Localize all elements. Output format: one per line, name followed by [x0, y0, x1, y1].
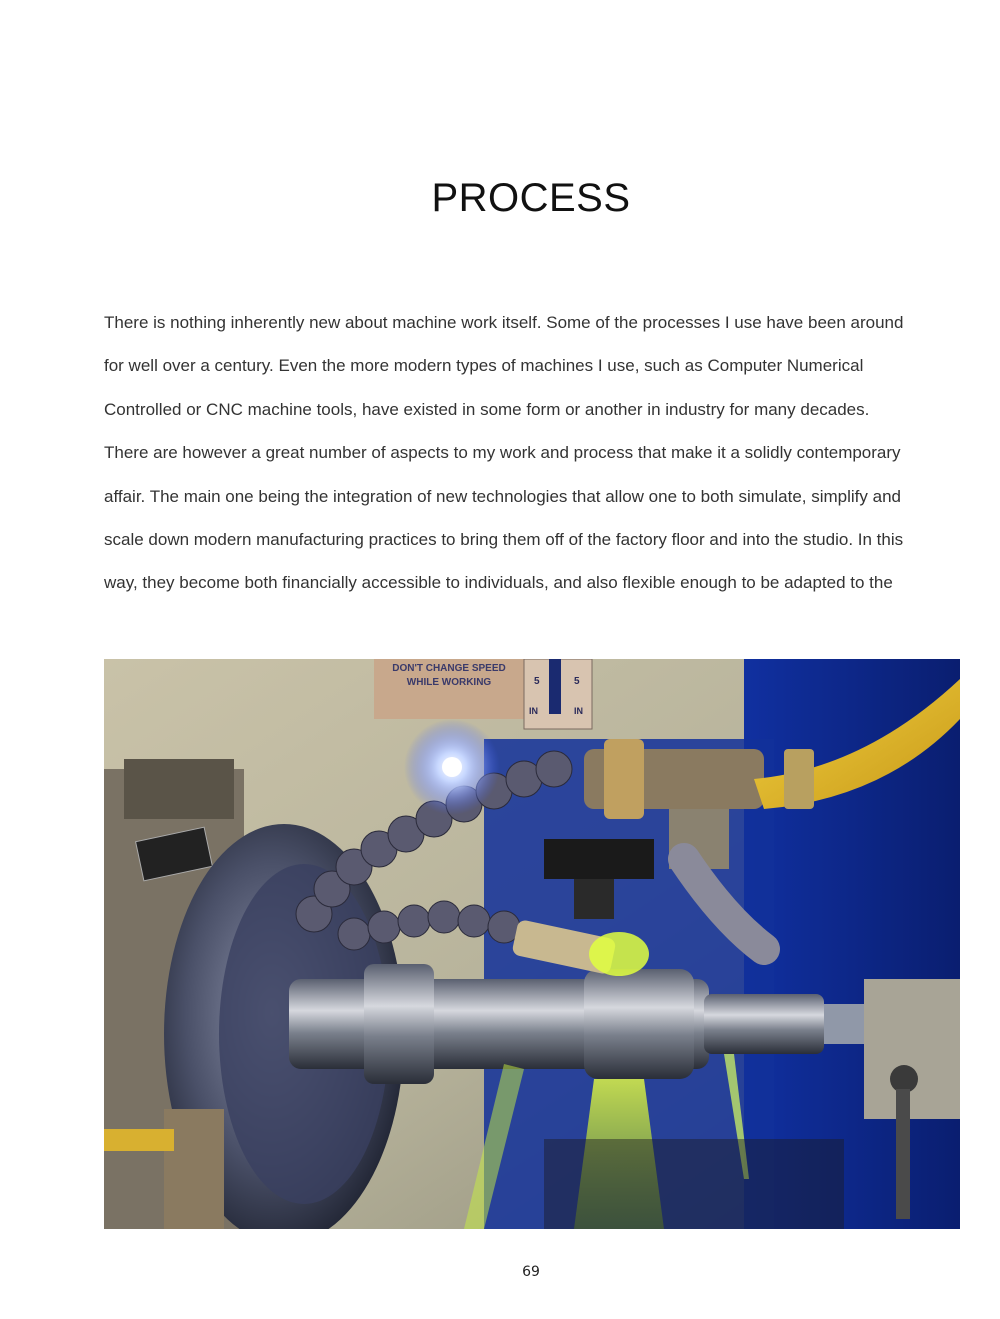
page-title: PROCESS — [431, 176, 631, 220]
body-line: There is nothing inherently new about machine work itself. Some of the processes I use have been around — [104, 313, 904, 332]
body-paragraph — [104, 306, 974, 610]
body-line: affair. The main one being the integration of new technologies that allow one to both simulate, simplify and — [104, 486, 901, 506]
machining-photo — [104, 659, 960, 1229]
body-line: There are however a great number of aspects to my work and process that make it a solidly contemporary — [104, 443, 901, 463]
gauge-left-unit: IN — [529, 706, 538, 716]
sign-text-2: WHILE WORKING — [406, 677, 492, 688]
body-line: scale down modern manufacturing practices to bring them off of the factory floor and into the studio. In this — [104, 529, 904, 549]
gauge-left-number: 5 — [534, 676, 540, 687]
body-line: Controlled or CNC machine tools, have existed in some form or another in industry for many decades. — [104, 399, 870, 419]
body-line: way, they become both financially accessible to individuals, and also flexible enough to be adapted to the — [104, 573, 893, 593]
body-line: for well over a century. Even the more modern types of machines I use, such as Computer Numerical — [104, 356, 864, 376]
sign-text-1: DON'T CHANGE SPEED — [392, 663, 506, 674]
gauge-right-number: 5 — [574, 676, 580, 687]
page-number: 69 — [522, 1264, 540, 1280]
gauge-right-unit: IN — [574, 706, 583, 716]
